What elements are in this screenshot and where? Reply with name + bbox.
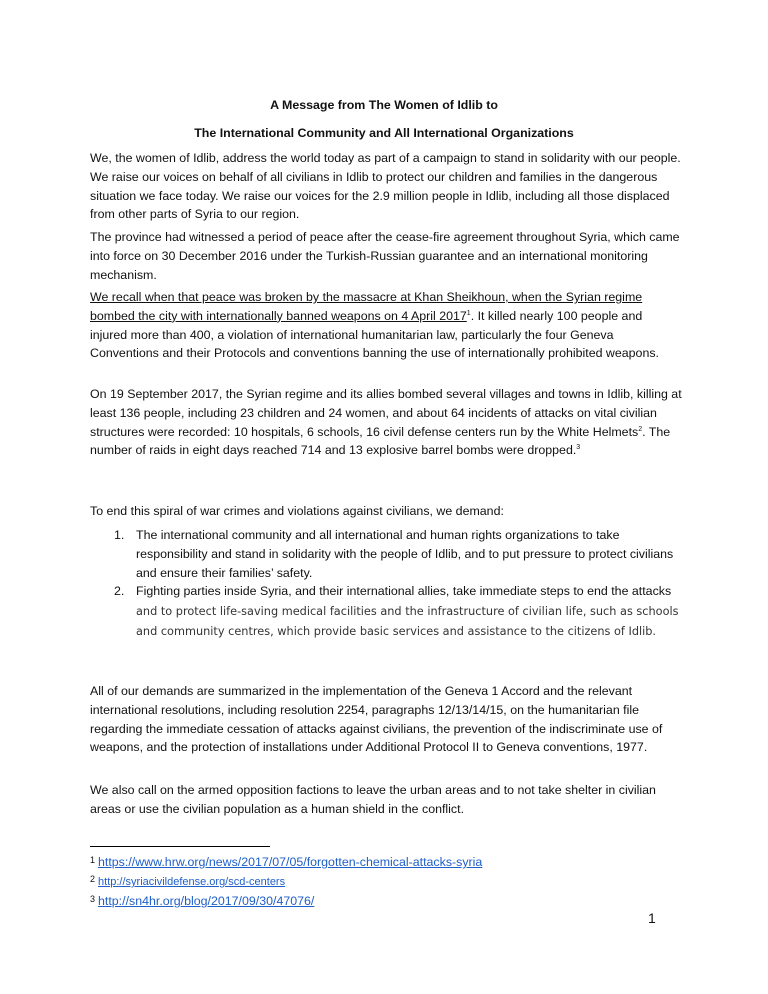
footnote-item (90, 891, 690, 910)
list-item-text: Fighting parties inside Syria, and their international allies, take immediate steps to end the attacks (136, 584, 672, 599)
footnote-divider (90, 846, 270, 847)
footnote-mark: 3 (90, 894, 96, 904)
paragraph-khan-sheikhoun (90, 288, 682, 363)
list-item-text: The international community and all international and human rights organizations to take responsibility and stand in solidarity with the people of Idlib, and to put pressure to protect civilians and ensure their families’ safety. (136, 528, 674, 580)
footnote-link-civil-defense[interactable]: http://syriacivildefense.org/scd-centers (98, 876, 286, 888)
underlined-sentence: We recall when that peace was broken by the massacre at Khan Sheikhoun, when the Syrian regime bombed the city with internationally banned weapons on 4 April 2017 (90, 290, 643, 323)
footnote-ref-3[interactable]: 3 (576, 444, 581, 452)
paragraph-demands-intro: To end this spiral of war crimes and violations against civilians, we demand: (90, 504, 504, 518)
footnote-link-sn4hr[interactable]: http://sn4hr.org/blog/2017/09/30/47076/ (98, 894, 315, 908)
paragraph-geneva: All of our demands are summarized in the implementation of the Geneva 1 Accord and the relevant international resolutions, including resolution 2254, paragraphs 12/13/14/15, on the humanitarian file regarding the immediate cessation of attacks against civilians, the prevention of the indiscriminate use of weapons, and the protection of installations under Additional Protocol II to Geneva conventions, 1977. (90, 684, 663, 755)
footnote-ref-1[interactable]: 1 (466, 309, 471, 317)
page-number: 1 (648, 910, 656, 926)
footnote-mark: 2 (90, 874, 96, 884)
footnotes (90, 852, 690, 910)
footnote-item (90, 852, 690, 871)
list-item-number: 2. (114, 584, 125, 599)
paragraph-intro: We, the women of Idlib, address the world today as part of a campaign to stand in solidarity with our people. We raise our voices on behalf of all civilians in Idlib to protect our children and families in the dangerous situation we face today. We raise our voices for the 2.9 million people in Idlib, including all those displaced from other parts of Syria to our region. (90, 151, 681, 222)
title-line-1: A Message from The Women of Idlib to (270, 98, 498, 112)
paragraph-september-attacks (90, 385, 682, 460)
title-line-2: The International Community and All International Organizations (194, 126, 574, 140)
footnote-ref-2[interactable]: 2 (638, 425, 643, 433)
paragraph-september-text: On 19 September 2017, the Syrian regime and its allies bombed several villages and towns in Idlib, killing at least 136 people, including 23 children and 24 women, and about 64 incidents of attacks on vital civilian structures were recorded: 10 hospitals, 6 schools, 16 civil defense centers run by the White Helmets (90, 387, 682, 439)
paragraph-ceasefire: The province had witnessed a period of peace after the cease-fire agreement throughout Syria, which came into force on 30 December 2016 under the Turkish-Russian guarantee and an international monitoring mechanism. (90, 230, 680, 282)
list-item (90, 526, 682, 582)
paragraph-khan-sheikhoun-rest: . It killed nearly 100 people and injured more than 400, a violation of international humanitarian law, particularly the four Geneva Conventions and their Protocols and conventions banning the use of internationally prohibited weapons. (90, 308, 659, 361)
list-item-text-continued: and to protect life-saving medical facilities and the infrastructure of civilian life, such as schools and community centres, which provide basic services and assistance to the citizens of Idlib. (136, 605, 679, 638)
list-item-number: 1. (114, 528, 125, 542)
footnote-item (90, 871, 690, 891)
list-item (90, 582, 682, 641)
demands-list (90, 526, 682, 642)
paragraph-opposition: We also call on the armed opposition factions to leave the urban areas and to not take shelter in civilian areas or use the civilian population as a human shield in the conflict. (90, 783, 656, 816)
footnote-mark: 1 (90, 855, 96, 865)
footnote-link-hrw[interactable]: https://www.hrw.org/news/2017/07/05/forgotten-chemical-attacks-syria (98, 855, 483, 869)
paragraph-september-text-end: . The number of raids in eight days reached 714 and 13 explosive barrel bombs were dropped. (90, 424, 671, 458)
